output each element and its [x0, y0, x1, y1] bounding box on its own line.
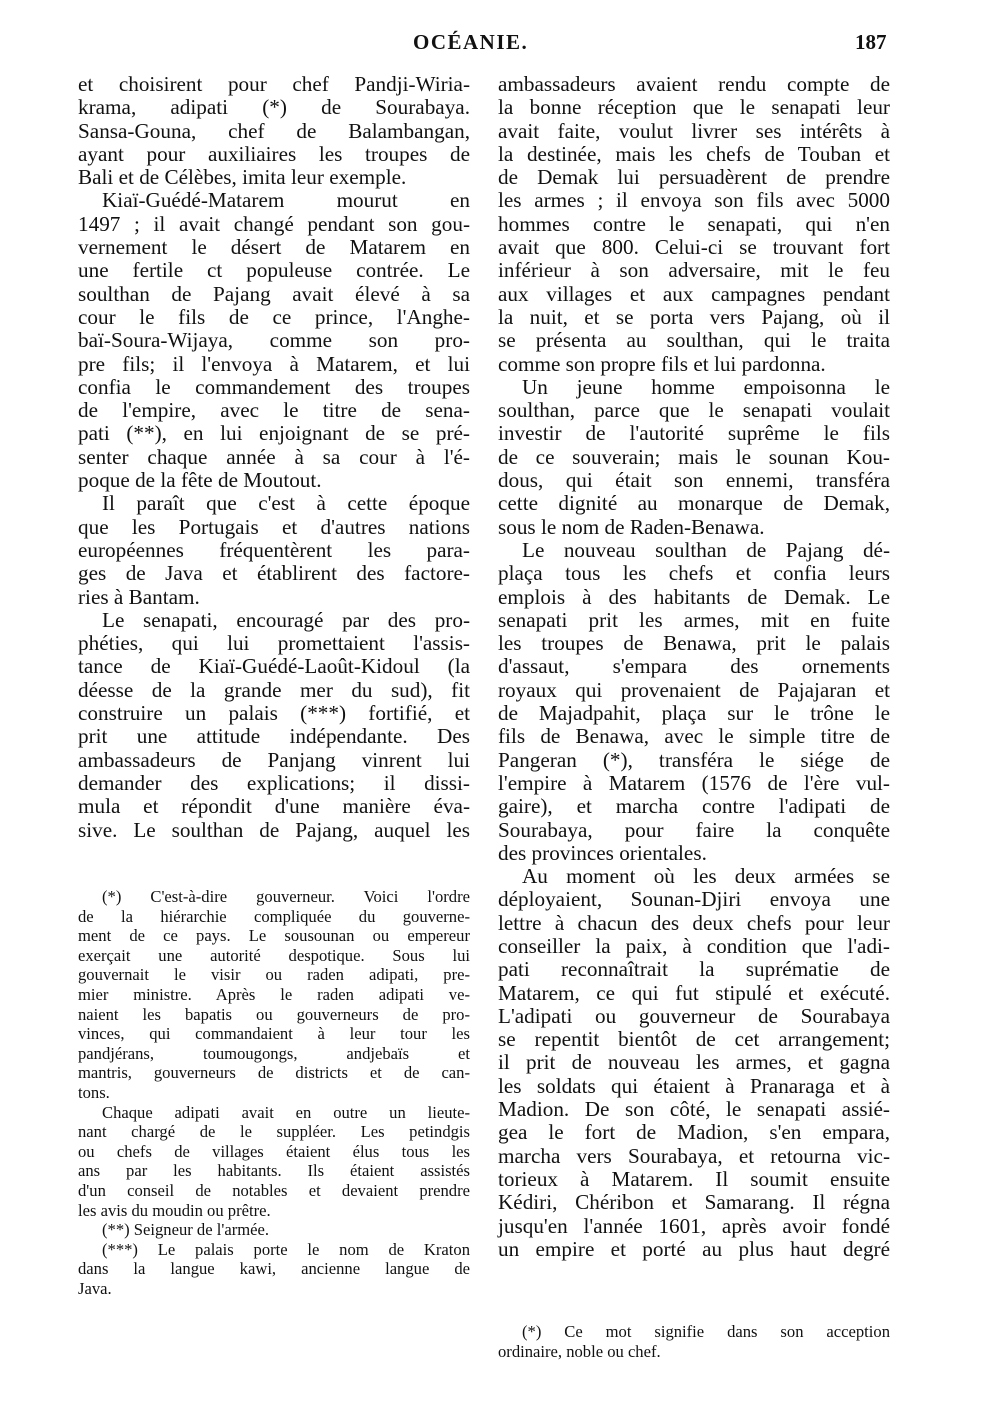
text-line: exerçait une autorité despotique. Sous lui	[78, 945, 470, 965]
text-line: vinces, qui commandaient à leur tour les	[78, 1024, 470, 1044]
text-line: il prit de nouveau les armes, et gagna	[498, 1050, 890, 1075]
text-line: sive. Le soulthan de Pajang, auquel les	[78, 817, 470, 842]
text-line: Le senapati, encouragé par des pro-	[102, 607, 470, 632]
text-line: ges de Java et établirent des factore-	[78, 561, 470, 586]
text-line: soulthan de Pajang avait élevé à sa	[78, 281, 470, 306]
text-line: que les Portugais et d'autres nations	[78, 514, 470, 539]
text-line: inférieur à son adversaire, mit le feu	[498, 258, 890, 283]
text-line: les soldats qui étaient à Pranaraga et à	[498, 1073, 890, 1098]
text-line: aux villages et aux campagnes pendant	[498, 281, 890, 306]
text-line: Bali et de Célèbes, imita leur exemple.	[78, 165, 407, 190]
text-line: (*) Ce mot signifie dans son acception	[522, 1322, 890, 1341]
text-line: senapati prit les armes, mit en fuite	[498, 607, 890, 632]
text-line: L'adipati ou gouverneur de Sourabaya	[498, 1003, 890, 1028]
text-line: (**) Seigneur de l'armée.	[102, 1220, 270, 1240]
text-line: senter chaque année à sa cour à l'é-	[78, 444, 470, 469]
text-line: poque de la fête de Moutout.	[78, 468, 322, 493]
text-line: (*) C'est-à-dire gouverneur. Voici l'ordre	[102, 887, 470, 906]
text-line: tons.	[78, 1082, 110, 1102]
text-line: les troupes de Benawa, prit le palais	[498, 631, 890, 656]
text-line: déesse de la grande mer du sud), fit	[78, 677, 470, 702]
text-line: Sansa-Gouna, chef de Balambangan,	[78, 118, 470, 143]
text-line: prit une attitude indépendante. Des	[78, 724, 470, 749]
text-line: de ce souverain; mais le sounan Kou-	[498, 444, 890, 469]
left-footnotes	[78, 887, 470, 1298]
text-line: pati reconnaîtrait la suprématie de	[498, 957, 890, 982]
text-line: Kédiri, Chéribon et Samarang. Il régna	[498, 1190, 890, 1215]
text-line: Sourabaya, pour faire la conquête	[498, 817, 890, 842]
text-line: ries à Bantam.	[78, 584, 200, 609]
text-line: déployaient, Sounan-Djiri envoya une	[498, 887, 890, 912]
text-line: Un jeune homme empoisonna le	[522, 374, 890, 399]
text-line: de Majadpahit, plaça sur le trône le	[498, 701, 890, 726]
left-column-text	[78, 73, 470, 842]
text-line: les armes ; il envoya son fils avec 5000	[498, 188, 890, 213]
text-line: pandjérans, toumougongs, andjebaïs et	[78, 1043, 470, 1063]
text-line: une fertile ct populeuse contrée. Le	[78, 258, 470, 283]
text-line: Le nouveau soulthan de Pajang dé-	[522, 537, 890, 562]
text-line: mier ministre. Après le raden adipati ve-	[78, 984, 470, 1004]
text-line: pati (**), en lui enjoignant de se pré-	[78, 421, 470, 446]
text-line: mantris, gouverneurs de districts et de can-	[78, 1063, 470, 1083]
text-line: plaça tous les chefs et confia leurs	[498, 561, 890, 586]
text-line: la nuit, et se porta vers Pajang, où il	[498, 304, 890, 329]
text-line: ambassadeurs avaient rendu compte de	[498, 72, 890, 96]
text-line: Matarem, ce qui fut stipulé et exécuté.	[498, 980, 890, 1005]
text-line: ambassadeurs de Panjang vinrent lui	[78, 747, 470, 772]
running-title: OCÉANIE.	[413, 30, 529, 54]
text-line: ans par les habitants. Ils étaient assistés	[78, 1161, 470, 1181]
text-line: sous le nom de Raden-Benawa.	[498, 514, 765, 539]
text-line: se repentit bientôt de cet arrangement;	[498, 1027, 890, 1052]
text-line: avait que 800. Celui-ci se trouvant fort	[498, 235, 890, 260]
text-line: nant chargé de le suppléer. Les petindgis	[78, 1122, 470, 1142]
text-line: construire un palais (***) fortifié, et	[78, 701, 470, 726]
text-line: emplois à des habitants de Demak. Le	[498, 584, 890, 609]
text-line: 1497 ; il avait changé pendant son gou-	[78, 211, 470, 236]
text-line: d'un conseil de notables et devaient prendre	[78, 1180, 470, 1200]
text-line: de Demak lui persuadèrent de prendre	[498, 165, 890, 190]
text-line: ment de ce pays. Le sousounan ou empereur	[78, 926, 470, 946]
text-line: royaux qui provenaient de Pajajaran et	[498, 677, 890, 702]
text-line: ordinaire, noble ou chef.	[498, 1341, 661, 1361]
text-line: gea le fort de Madion, s'en empara,	[498, 1120, 890, 1145]
text-line: Kiaï-Guédé-Matarem mourut en	[102, 188, 470, 213]
text-line: Java.	[78, 1278, 112, 1298]
text-line: cette dignité au monarque de Demak,	[498, 491, 890, 516]
text-line: de l'empire, avec le titre de sena-	[78, 398, 470, 423]
text-line: cour le fils de ce prince, l'Anghe-	[78, 304, 470, 329]
text-line: l'empire à Matarem (1576 de l'ère vul-	[498, 770, 890, 795]
text-line: confia le commandement des troupes	[78, 374, 470, 399]
text-line: gouvernait le visir ou raden adipati, pre-	[78, 965, 470, 985]
text-line: Au moment où les deux armées se	[522, 864, 890, 889]
text-line: comme son propre fils et lui pardonna.	[498, 351, 826, 376]
text-line: (***) Le palais porte le nom de Kraton	[102, 1239, 470, 1259]
text-line: Madion. De son côté, le senapati assié-	[498, 1097, 890, 1122]
text-line: torieux à Matarem. Il soumit ensuite	[498, 1166, 890, 1191]
page-number: 187	[855, 30, 887, 54]
text-line: ou chefs de villages étaient élus tous les	[78, 1141, 470, 1161]
text-line: demander des explications; il dissi-	[78, 770, 470, 795]
right-column-text	[498, 73, 890, 1261]
text-line: de la hiérarchie compliquée du gouverne-	[78, 906, 470, 926]
page-header	[0, 30, 1000, 60]
text-line: fils de Benawa, avec le simple titre de	[498, 724, 890, 749]
text-line: la destinée, mais les chefs de Touban et	[498, 141, 890, 166]
text-line: des provinces orientales.	[498, 840, 707, 865]
text-line: d'assaut, s'empara des ornements	[498, 654, 890, 679]
text-line: krama, adipati (*) de Sourabaya.	[78, 95, 470, 120]
text-line: et choisirent pour chef Pandji-Wiria-	[78, 72, 470, 96]
text-line: Il paraît que c'est à cette époque	[102, 491, 470, 516]
text-line: baï-Soura-Wijaya, comme son pro-	[78, 328, 470, 353]
text-line: marcha vers Sourabaya, et retourna vic-	[498, 1143, 890, 1168]
text-line: naient les bapatis ou gouverneurs de pro-	[78, 1004, 470, 1024]
right-footnotes	[498, 1322, 890, 1361]
text-line: phéties, qui lui promettaient l'assis-	[78, 631, 470, 656]
text-line: pre fils; il l'envoya à Matarem, et lui	[78, 351, 470, 376]
text-line: européennes fréquentèrent les para-	[78, 537, 470, 562]
text-line: investir de l'autorité suprême le fils	[498, 421, 890, 446]
text-line: tance de Kiaï-Guédé-Laoût-Kidoul (la	[78, 654, 470, 679]
text-line: la bonne réception que le senapati leur	[498, 95, 890, 120]
text-line: lettre à chacun des deux chefs pour leur	[498, 910, 890, 935]
text-line: dous, qui était son ennemi, transféra	[498, 468, 890, 493]
text-line: mula et répondit d'une manière éva-	[78, 794, 470, 819]
text-line: vernement le désert de Matarem en	[78, 235, 470, 260]
text-line: un empire et porté au plus haut degré	[498, 1236, 890, 1261]
text-line: dans la langue kawi, ancienne langue de	[78, 1259, 470, 1279]
text-line: hommes contre le senapati, qui n'en	[498, 211, 890, 236]
text-line: ayant pour auxiliaires les troupes de	[78, 141, 470, 166]
text-line: Chaque adipati avait en outre un lieute-	[102, 1102, 470, 1122]
text-line: conseiller la paix, à condition que l'adi-	[498, 933, 890, 958]
text-line: Pangeran (*), transféra le siége de	[498, 747, 890, 772]
text-line: se présenta au soulthan, qui le traita	[498, 328, 890, 353]
text-line: jusqu'en l'année 1601, après avoir fondé	[498, 1213, 890, 1238]
text-line: soulthan, parce que le senapati voulait	[498, 398, 890, 423]
text-line: avait faite, voulut livrer ses intérêts à	[498, 118, 890, 143]
text-line: les avis du moudin ou prêtre.	[78, 1200, 271, 1220]
text-line: gaire), et marcha contre l'adipati de	[498, 794, 890, 819]
